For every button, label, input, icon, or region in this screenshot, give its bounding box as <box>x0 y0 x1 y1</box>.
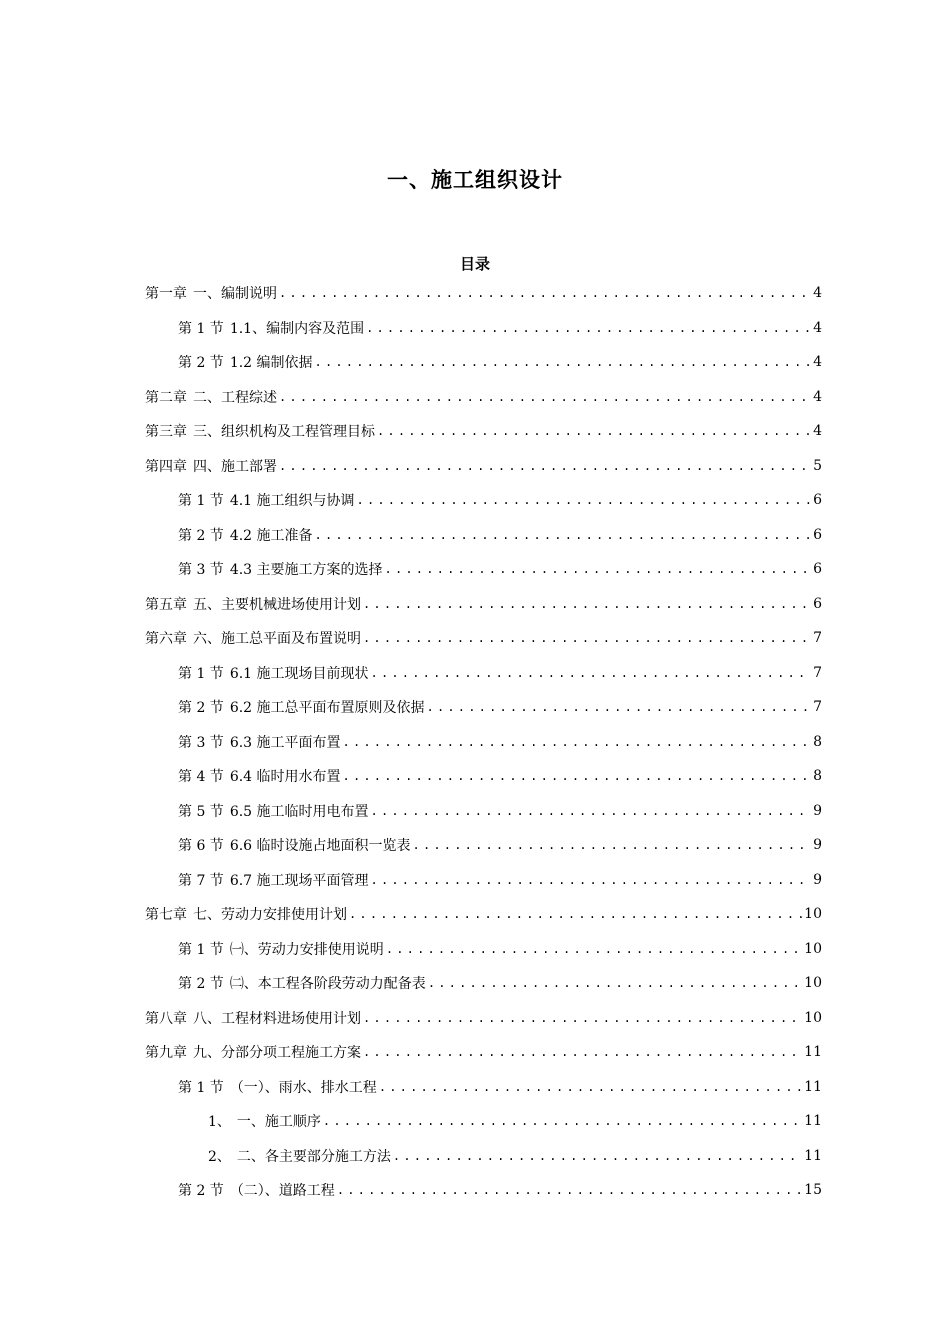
toc-dot-leader <box>427 701 812 713</box>
toc-entry-title: 一、编制说明 <box>193 283 279 303</box>
toc-entry-page: 6 <box>813 526 822 543</box>
toc-entry-title: 6.3 施工平面布置 <box>230 732 343 752</box>
toc-entry[interactable] <box>145 1001 822 1036</box>
toc-dot-leader <box>386 943 802 955</box>
toc-entry-title: 6.2 施工总平面布置原则及依据 <box>230 697 427 717</box>
toc-entry-number: 第七章 <box>145 907 187 924</box>
toc-entry[interactable] <box>145 932 822 967</box>
toc-entry-page: 4 <box>813 423 822 440</box>
toc-entry[interactable] <box>145 863 822 898</box>
toc-entry-number: 1、 <box>208 1114 231 1131</box>
toc-entry[interactable] <box>145 621 822 656</box>
toc-dot-leader <box>357 494 812 506</box>
toc-entry-title: 二、各主要部分施工方法 <box>237 1146 393 1166</box>
toc-entry-number: 第 2 节 <box>178 976 224 993</box>
toc-entry[interactable] <box>145 897 822 932</box>
toc-entry-page: 11 <box>804 1113 822 1130</box>
toc-entry[interactable] <box>145 345 822 380</box>
toc-entry-number: 第 1 节 <box>178 665 224 682</box>
toc-entry-page: 8 <box>813 768 822 785</box>
toc-dot-leader <box>371 667 812 679</box>
toc-entry-page: 7 <box>813 630 822 647</box>
toc-entry[interactable] <box>145 587 822 622</box>
toc-entry[interactable] <box>145 552 822 587</box>
toc-entry-title: 1.2 编制依据 <box>230 352 315 372</box>
toc-dot-leader <box>315 529 812 541</box>
toc-entry-page: 7 <box>813 699 822 716</box>
toc-entry[interactable] <box>145 518 822 553</box>
toc-entry-title: 一、施工顺序 <box>237 1111 323 1131</box>
toc-dot-leader <box>279 460 811 472</box>
toc-entry-page: 11 <box>804 1147 822 1164</box>
toc-dot-leader <box>279 287 811 299</box>
toc-dot-leader <box>349 908 802 920</box>
toc-entry-title: 1.1、编制内容及范围 <box>230 318 366 338</box>
toc-entry-title: ㈡、本工程各阶段劳动力配备表 <box>230 973 428 993</box>
toc-entry[interactable] <box>145 276 822 311</box>
toc-entry[interactable] <box>145 311 822 346</box>
toc-entry-page: 5 <box>813 457 822 474</box>
toc-entry[interactable] <box>145 794 822 829</box>
toc-dot-leader <box>428 977 802 989</box>
toc-dot-leader <box>377 425 811 437</box>
toc-entry-title: 九、分部分项工程施工方案 <box>193 1042 363 1062</box>
toc-dot-leader <box>363 1012 802 1024</box>
toc-entry-title: 五、主要机械进场使用计划 <box>193 594 363 614</box>
toc-entry-number: 第 2 节 <box>178 1183 224 1200</box>
toc-entry-title: ㈠、劳动力安排使用说明 <box>230 939 386 959</box>
toc-entry-page: 10 <box>804 975 822 992</box>
toc-entry-title: 6.1 施工现场目前现状 <box>230 663 371 683</box>
toc-entry-number: 第 1 节 <box>178 320 224 337</box>
toc-entry-number: 第 7 节 <box>178 872 224 889</box>
toc-entry[interactable] <box>145 1070 822 1105</box>
toc-entry-number: 第八章 <box>145 1010 187 1027</box>
toc-entry-number: 第九章 <box>145 1045 187 1062</box>
toc-dot-leader <box>371 805 812 817</box>
toc-entry-title: 4.2 施工准备 <box>230 525 315 545</box>
toc-entry-number: 第 3 节 <box>178 734 224 751</box>
toc-entry-number: 第 1 节 <box>178 941 224 958</box>
toc-entry-page: 4 <box>813 319 822 336</box>
toc-entry-page: 4 <box>813 354 822 371</box>
toc-entry-page: 10 <box>804 906 822 923</box>
toc-entry[interactable] <box>145 828 822 863</box>
toc-entry-title: 6.4 临时用水布置 <box>230 766 343 786</box>
toc-entry-page: 6 <box>813 595 822 612</box>
toc-entry-page: 10 <box>804 940 822 957</box>
toc-entry-page: 15 <box>804 1182 822 1199</box>
toc-entry-title: 七、劳动力安排使用计划 <box>193 904 349 924</box>
toc-dot-leader <box>323 1115 802 1127</box>
toc-entry[interactable] <box>145 725 822 760</box>
toc-entry[interactable] <box>145 483 822 518</box>
toc-entry-title: 三、组织机构及工程管理目标 <box>193 421 377 441</box>
toc-entry[interactable] <box>145 1035 822 1070</box>
toc-dot-leader <box>343 736 812 748</box>
toc-entry-number: 第 3 节 <box>178 562 224 579</box>
toc-entry-number: 第六章 <box>145 631 187 648</box>
toc-entry-title: 6.6 临时设施占地面积一览表 <box>230 835 413 855</box>
toc-dot-leader <box>315 356 812 368</box>
toc-entry-page: 9 <box>813 802 822 819</box>
toc-entry-page: 4 <box>813 285 822 302</box>
toc-dot-leader <box>366 322 811 334</box>
toc-entry-number: 第 2 节 <box>178 527 224 544</box>
toc-entry-number: 第 6 节 <box>178 838 224 855</box>
toc-dot-leader <box>363 1046 802 1058</box>
toc-entry-title: 6.7 施工现场平面管理 <box>230 870 371 890</box>
toc-entry-title: 二、工程综述 <box>193 387 279 407</box>
toc-entry[interactable] <box>145 1139 822 1174</box>
toc-entry-number: 2、 <box>208 1148 231 1165</box>
toc-dot-leader <box>363 632 811 644</box>
toc-heading: 目录 <box>459 255 490 273</box>
toc-entry[interactable] <box>145 414 822 449</box>
toc-entry-page: 6 <box>813 561 822 578</box>
toc-entry-page: 11 <box>804 1044 822 1061</box>
toc-entry-page: 10 <box>804 1009 822 1026</box>
table-of-contents <box>145 276 822 1208</box>
toc-entry-title: 6.5 施工临时用电布置 <box>230 801 371 821</box>
toc-entry[interactable] <box>145 449 822 484</box>
toc-dot-leader <box>371 874 812 886</box>
toc-entry-number: 第 4 节 <box>178 769 224 786</box>
toc-entry-page: 11 <box>804 1078 822 1095</box>
toc-entry[interactable] <box>145 690 822 725</box>
toc-entry[interactable] <box>145 966 822 1001</box>
toc-entry-number: 第 5 节 <box>178 803 224 820</box>
toc-dot-leader <box>379 1081 802 1093</box>
toc-entry[interactable] <box>145 1104 822 1139</box>
toc-entry-page: 9 <box>813 871 822 888</box>
toc-dot-leader <box>337 1184 802 1196</box>
toc-entry-title: 4.1 施工组织与协调 <box>230 490 357 510</box>
toc-dot-leader <box>279 391 811 403</box>
toc-dot-leader <box>413 839 812 851</box>
toc-entry[interactable] <box>145 1173 822 1208</box>
toc-entry-page: 9 <box>813 837 822 854</box>
toc-entry-number: 第一章 <box>145 286 187 303</box>
toc-entry-number: 第 2 节 <box>178 700 224 717</box>
toc-dot-leader <box>343 770 812 782</box>
toc-entry[interactable] <box>145 759 822 794</box>
toc-entry-number: 第三章 <box>145 424 187 441</box>
toc-entry-number: 第五章 <box>145 596 187 613</box>
toc-entry-page: 6 <box>813 492 822 509</box>
toc-entry-page: 7 <box>813 664 822 681</box>
toc-dot-leader <box>393 1150 802 1162</box>
toc-dot-leader <box>363 598 811 610</box>
toc-entry-number: 第 1 节 <box>178 493 224 510</box>
toc-dot-leader <box>385 563 812 575</box>
document-title: 一、施工组织设计 <box>387 168 563 192</box>
toc-entry-number: 第二章 <box>145 389 187 406</box>
toc-entry[interactable] <box>145 380 822 415</box>
toc-entry-title: 六、施工总平面及布置说明 <box>193 628 363 648</box>
toc-entry-page: 8 <box>813 733 822 750</box>
toc-entry-title: 四、施工部署 <box>193 456 279 476</box>
toc-entry[interactable] <box>145 656 822 691</box>
toc-entry-title: 八、工程材料进场使用计划 <box>193 1008 363 1028</box>
toc-entry-title: （二）、道路工程 <box>230 1180 337 1200</box>
toc-entry-title: （一）、雨水、排水工程 <box>230 1077 379 1097</box>
toc-entry-page: 4 <box>813 388 822 405</box>
toc-entry-number: 第 1 节 <box>178 1079 224 1096</box>
toc-entry-title: 4.3 主要施工方案的选择 <box>230 559 385 579</box>
toc-entry-number: 第四章 <box>145 458 187 475</box>
toc-entry-number: 第 2 节 <box>178 355 224 372</box>
